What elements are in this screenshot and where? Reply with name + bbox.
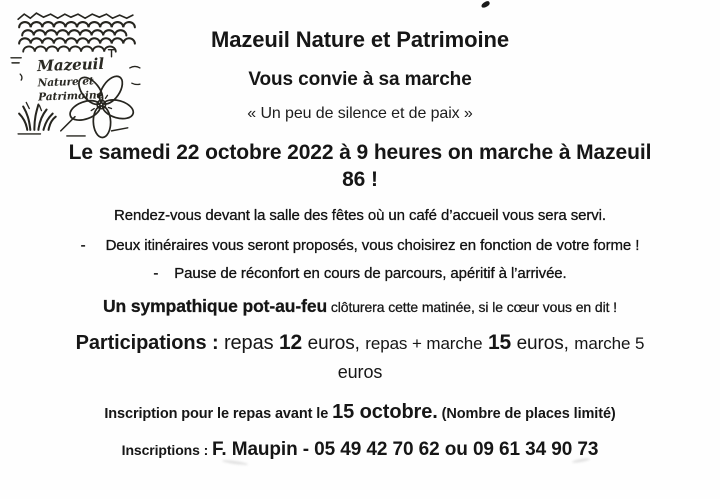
bullet-break xyxy=(0,264,720,284)
contact-label: Inscriptions : xyxy=(121,441,209,458)
pricing-walk: marche 5 xyxy=(574,333,645,353)
meeting-point-line: Rendez-vous devant la salle des fêtes où un café d’accueil vous sera servi. xyxy=(114,207,606,225)
pricing-euros-3: euros xyxy=(337,361,383,382)
event-date-headline xyxy=(0,139,720,194)
bullet-dash: - xyxy=(153,265,159,283)
pricing-meal-price: 12 xyxy=(278,330,303,354)
pricing-meal: repas xyxy=(223,331,274,354)
invitation-subtitle: Vous convie à sa marche xyxy=(248,69,472,91)
deadline-note: (Nombre de places limité) xyxy=(441,405,616,422)
logo-line-nature-et: Nature et xyxy=(37,74,94,90)
logo-line-mazeuil: Mazeuil xyxy=(36,54,105,76)
headline-line1: Le samedi 22 octobre 2022 à 9 heures on marche à Mazeuil xyxy=(68,140,652,164)
pricing-line xyxy=(0,328,720,387)
pricing-label: Participations : xyxy=(75,331,219,354)
deadline-date: 15 octobre. xyxy=(332,400,438,423)
registration-contact-line xyxy=(0,437,720,463)
bullet-itineraries-text: Deux itinéraires vous seront proposés, vous choisirez en fonction de votre forme ! xyxy=(105,236,640,254)
bullet-break-text: Pause de réconfort en cours de parcours, apéritif à l’arrivée. xyxy=(174,265,567,283)
bullet-dash: - xyxy=(80,236,86,254)
event-motto-quote: « Un peu de silence et de paix » xyxy=(247,105,473,123)
bullet-itineraries xyxy=(0,236,720,256)
pot-au-feu-bold: Un sympathique pot-au-feu xyxy=(103,295,328,316)
pot-au-feu-rest: clôturera cette matinée, si le cœur vous en dit ! xyxy=(330,298,617,315)
pricing-euros-1: euros, xyxy=(307,332,360,354)
logo-line-patrimoine: Patrimoine xyxy=(37,88,104,104)
deadline-start: Inscription pour le repas avant le xyxy=(104,405,329,422)
association-title: Mazeuil Nature et Patrimoine xyxy=(211,27,509,52)
registration-deadline-line xyxy=(0,399,720,428)
pricing-meal-walk-price: 15 xyxy=(487,330,512,354)
pricing-meal-walk: repas + marche xyxy=(365,333,483,353)
pot-au-feu-line xyxy=(0,295,720,318)
headline-line2: 86 ! xyxy=(342,168,378,192)
contact-name-phones: F. Maupin - 05 49 42 70 62 ou 09 61 34 90 73 xyxy=(211,438,599,460)
pricing-euros-2: euros, xyxy=(516,332,569,354)
